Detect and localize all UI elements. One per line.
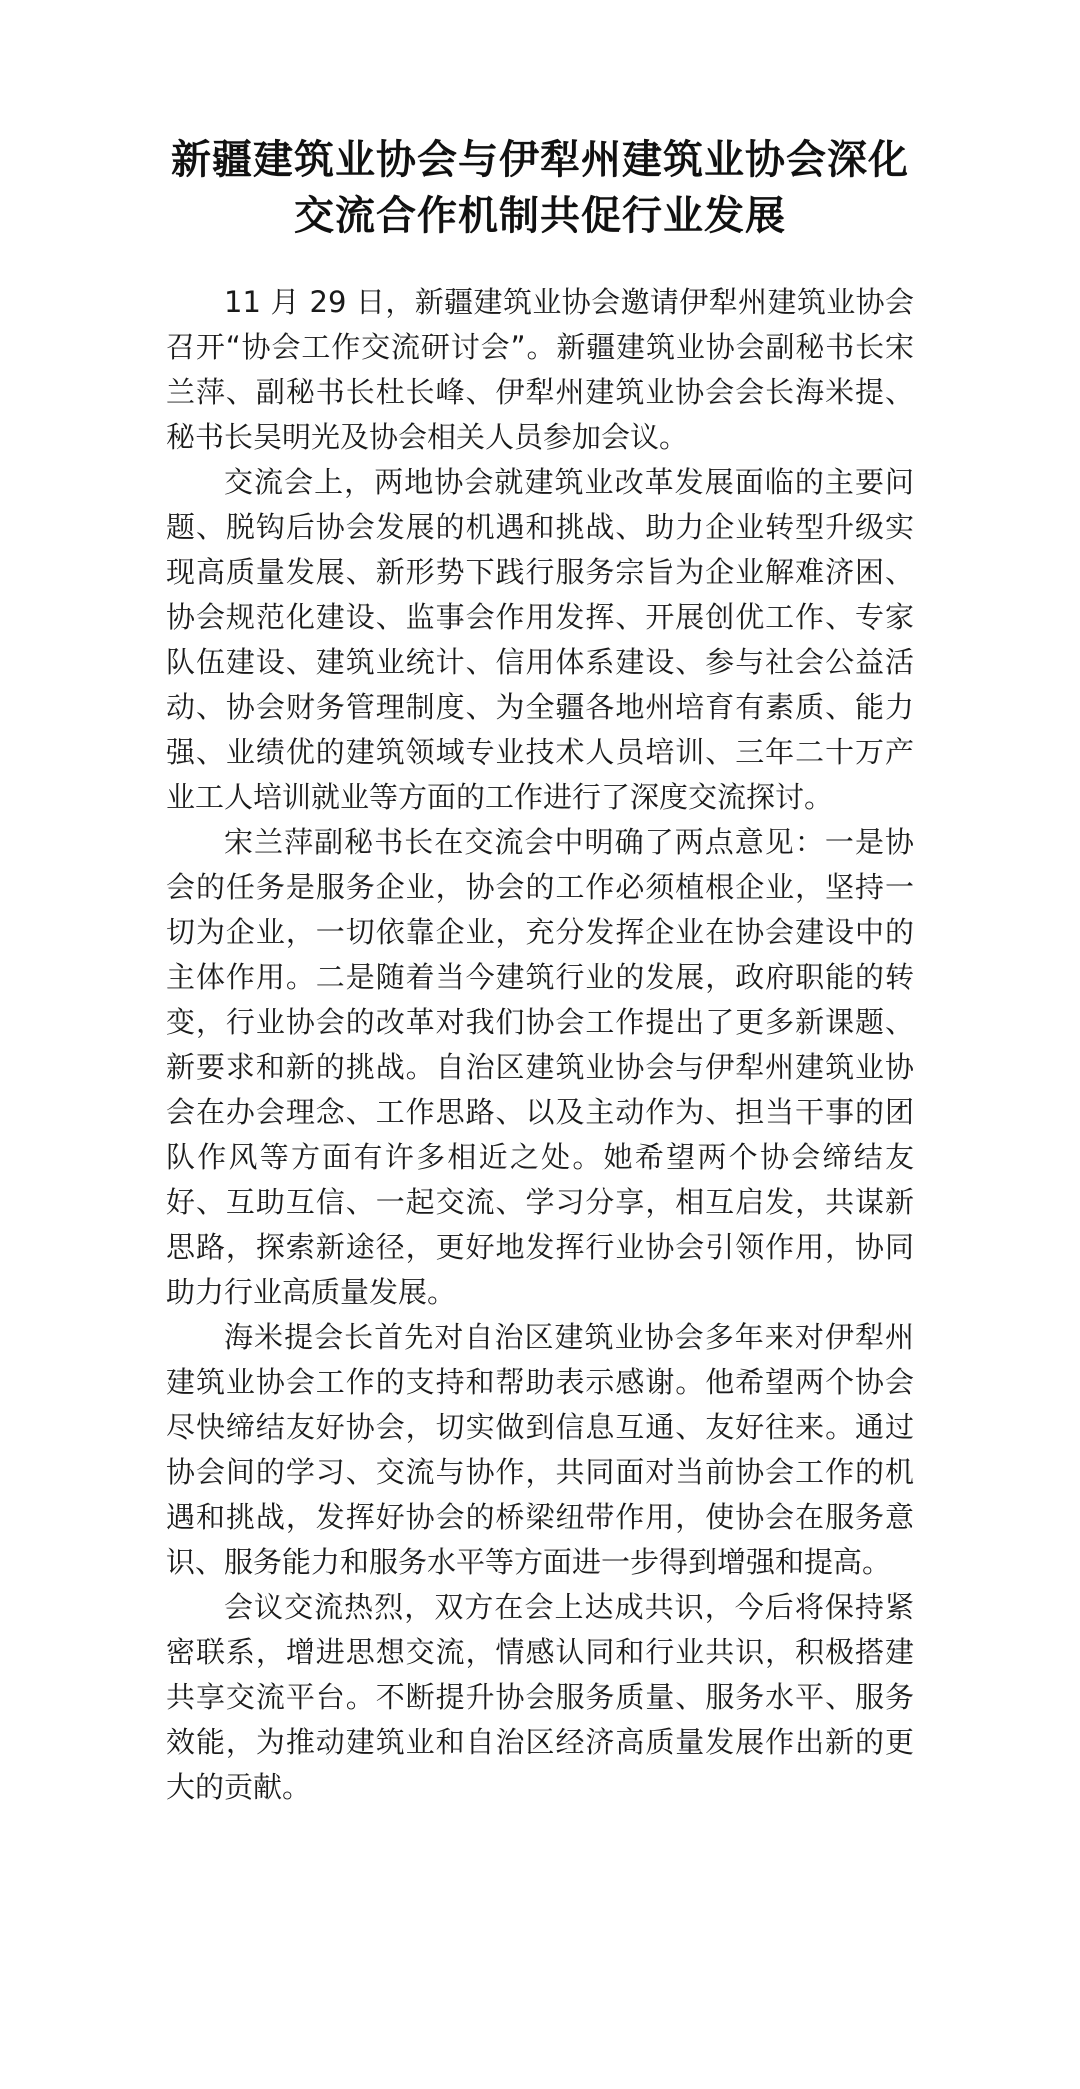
paragraph-song-lanping-remarks: 宋兰萍副秘书长在交流会中明确了两点意见：一是协会的任务是服务企业，协会的工作必须植根企业，坚持一切为企业，一切依靠企业，充分发挥企业在协会建设中的主体作用。二是随着当今建筑行业的发展，政府职能的转变，行业协会的改革对我们协会工作提出了更多新课题、新要求和新的挑战。自治区建筑业协会与伊犁州建筑业协会在办会理念、工作思路、以及主动作为、担当干事的团队作风等方面有许多相近之处。她希望两个协会缔结友好、互助互信、一起交流、学习分享，相互启发，共谋新思路，探索新途径，更好地发挥行业协会引领作用，协同助力行业高质量发展。: [166, 825, 914, 1309]
paragraph-conclusion: 会议交流热烈，双方在会上达成共识，今后将保持紧密联系，增进思想交流，情感认同和行业共识，积极搭建共享交流平台。不断提升协会服务质量、服务水平、服务效能，为推动建筑业和自治区经济高质量发展作出新的更大的贡献。: [166, 1590, 914, 1804]
article-title: [166, 0, 914, 244]
paragraph-meeting-intro: 11 月 29 日，新疆建筑业协会邀请伊犁州建筑业协会召开“协会工作交流研讨会”。新疆建筑业协会副秘书长宋兰萍、副秘书长杜长峰、伊犁州建筑业协会会长海米提、秘书长吴明光及协会相关人员参加会议。: [166, 285, 914, 454]
paragraph-discussion-topics: 交流会上，两地协会就建筑业改革发展面临的主要问题、脱钩后协会发展的机遇和挑战、助力企业转型升级实现高质量发展、新形势下践行服务宗旨为企业解难济困、协会规范化建设、监事会作用发挥、开展创优工作、专家队伍建设、建筑业统计、信用体系建设、参与社会公益活动、协会财务管理制度、为全疆各地州培育有素质、能力强、业绩优的建筑领域专业技术人员培训、三年二十万产业工人培训就业等方面的工作进行了深度交流探讨。: [166, 465, 914, 814]
article-title-line-2: 交流合作机制共促行业发展: [294, 193, 786, 239]
paragraph-haimiti-remarks: 海米提会长首先对自治区建筑业协会多年来对伊犁州建筑业协会工作的支持和帮助表示感谢。他希望两个协会尽快缔结友好协会，切实做到信息互通、友好往来。通过协会间的学习、交流与协作，共同面对当前协会工作的机遇和挑战，发挥好协会的桥梁纽带作用，使协会在服务意识、服务能力和服务水平等方面进一步得到增强和提高。: [166, 1320, 914, 1579]
article-body: [166, 280, 914, 1810]
article-title-line-1: 新疆建筑业协会与伊犁州建筑业协会深化: [171, 137, 909, 183]
